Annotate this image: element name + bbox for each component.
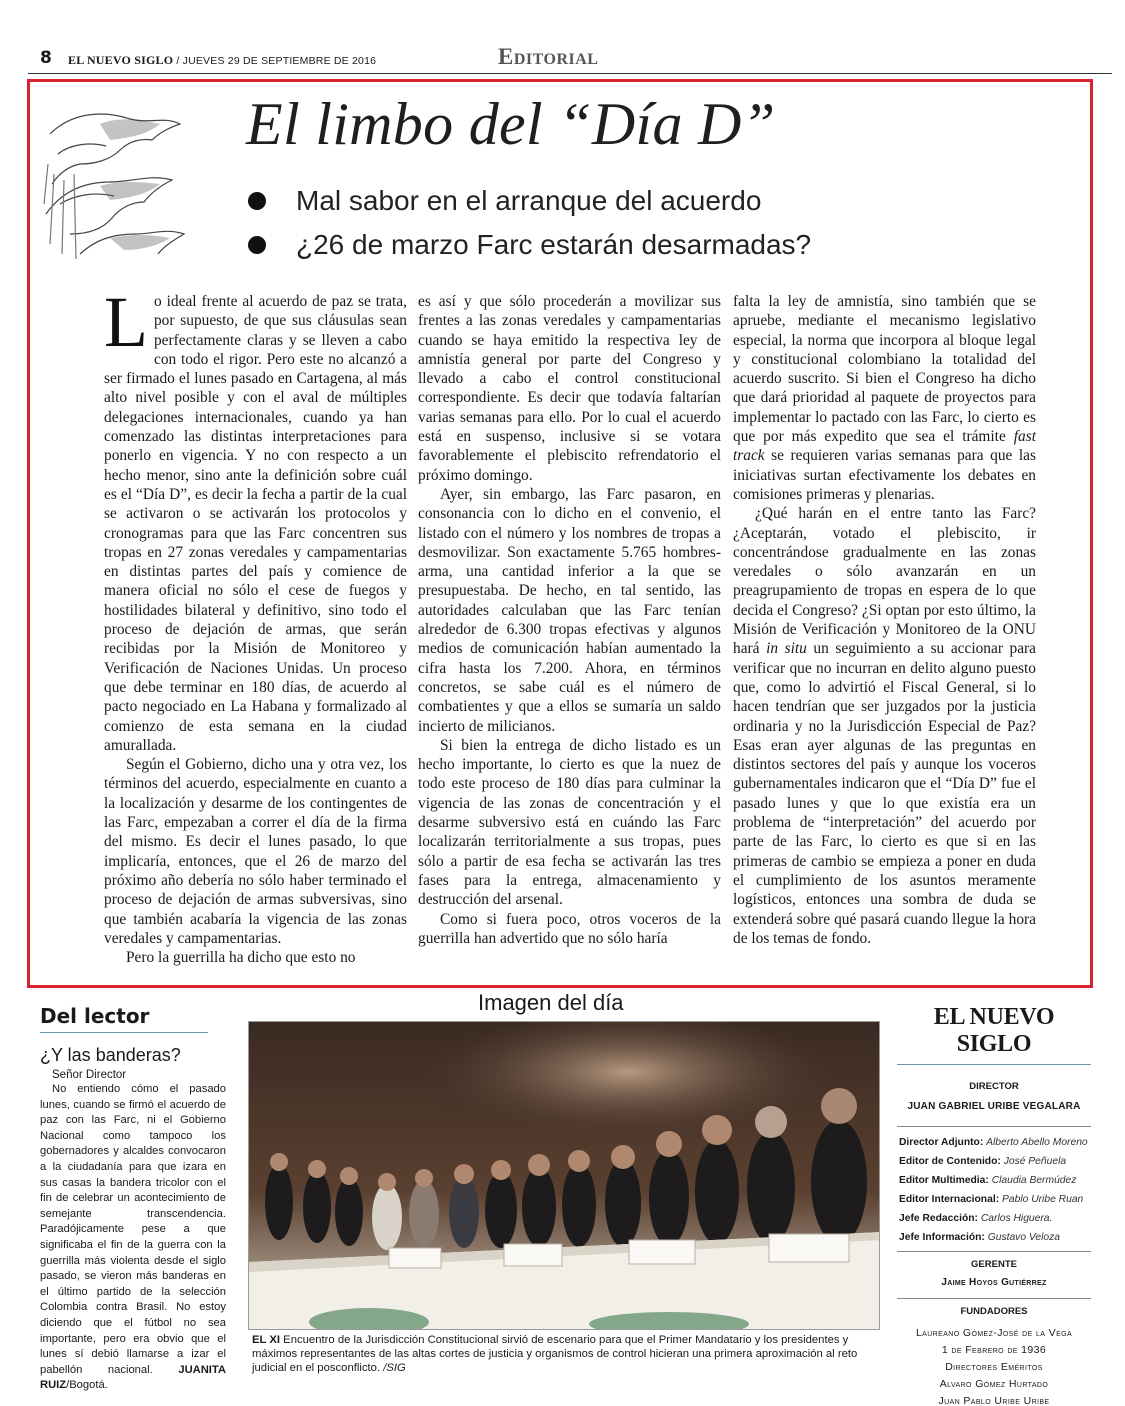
editorial-headline: El limbo del “Día D” [246,91,776,157]
issue-date: / JUEVES 29 DE SEPTIEMBRE DE 2016 [176,55,377,67]
staff-row: Editor Internacional: Pablo Uribe Ruan [899,1194,1084,1205]
letter-title: ¿Y las banderas? [40,1045,181,1065]
staff-row: Editor de Contenido: José Peñuela [899,1156,1067,1167]
bullet-text: Mal sabor en el arranque del acuerdo [296,185,762,216]
letters-section [40,1004,224,1394]
fundadores-block [897,1298,1091,1406]
paragraph: es así y que sólo procederán a movilizar sus frentes a las zonas veredales y campamentarias cuando se haya emitido la respectiva ley de amnistía general por parte del Congreso y llevado a cabo el control constitucional correspondiente. Es decir que todavía faltarían varias semanas para ello. Por lo cual el acuerdo está en suspenso, inclusive si se votara favorablemente el plebiscito refrendatorio el próximo domingo. [418,293,721,484]
paragraph: Pero la guerrilla ha dicho que esto no [126,949,356,967]
fundadores-label: FUNDADORES [960,1306,1028,1317]
page-header [28,44,1112,74]
editorial-column-1 [104,282,407,967]
caption-tag: EL XI [252,1334,281,1346]
image-caption: EL XI Encuentro de la Jurisdicción Constitucional sirvió de escenario para que el Primer Mandatario y los presidentes y máximos representantes de las altas cortes de justicia y organismos de control hicieran una primera aproximación al reto judicial en el posconflicto. /SIG [252,1334,858,1374]
drop-cap: L [104,282,148,362]
bullet-item [248,223,811,267]
staff-row: Jefe Información: Gustavo Veloza [899,1232,1061,1243]
letter-signature: JUANITA RUIZ [40,1363,226,1392]
bullet-item [248,179,811,223]
staff-roles [897,1126,1091,1247]
editorial-column-3 [733,292,1036,948]
event-photo [249,1022,880,1330]
letter-city: /Bogotá. [66,1379,108,1392]
emeritos-label: Directores Eméritos [945,1361,1043,1373]
bullet-text: ¿26 de marzo Farc estarán desarmadas? [296,229,812,260]
letters-title: Del lector [40,1004,208,1033]
paragraph: ¿Qué harán en el entre tanto las Farc? ¿Aceptarán, votado el plebiscito, ir concentrándose gradualmente en las zonas veredales o sólo avanzarán en un preagrupamiento de tropas en espera de lo que decida el Congreso? ¿Si optan por esto último, la Misión de Verificación y Monitoreo de la ONU hará in situ un seguimiento a su accionar para verificar que no incurran en delito alguno puesto que, como lo advirtió el Fiscal General, si lo hacen tendrían que ser juzgados por la justicia ordinaria y no la Jurisdicción Especial de Paz? Esas eran ayer algunas de las preguntas en distintos sectores del país y aunque los voceros gubernamentales indicaron que el “Día D” fue el pasado lunes y que lo que existía era un problema de “interpretación” del acuerdo por parte de las Farc, lo cierto es que si en las primeras de cambio se empieza a poner en duda el cumplimiento de los asuntos meramente logísticos, entonces una sombra de duda se extenderá sobre qué pasará cuando llegue la hora de los temas de fondo. [733,505,1036,947]
gerente-block [897,1251,1091,1288]
emerito-name: Juan Pablo Uribe Uribe [938,1395,1050,1406]
director-label: DIRECTOR [969,1081,1019,1092]
fundadores-names: Laureano Gómez-José de la Vega [915,1327,1073,1339]
photo-credit: /SIG [380,1362,406,1374]
image-of-day-photo [248,1021,880,1330]
paragraph: Ayer, sin embargo, las Farc pasaron, en consonancia con lo dicho en el convenio, el listado con el número y los nombres de tropas a desmovilizar. Son exactamente 5.765 hombres-arma, una cantidad inferior a la que se presupuestaba. De hecho, en tal sentido, las autoridades calculaban que las Farc tenían alrededor de 6.300 tropas efectivas y algunos medios de comunicación habían aumentado la cifra hasta los 7.200. Ahora, en términos concretos, se sabe cuál es el número de combatientes y que a ellos se sumaría un saldo incierto de milicianos. [418,485,721,735]
staff-row: Jefe Redacción: Carlos Higuera. [899,1213,1053,1224]
staff-box [897,1004,1091,1406]
letter-salutation: Señor Director [52,1069,127,1081]
horses-illustration [40,94,190,264]
bullet-dot-icon [248,236,266,254]
staff-row: Editor Multimedia: Claudia Bermúdez [899,1175,1077,1186]
paper-name: EL NUEVO SIGLO [68,53,174,67]
image-of-day-title: Imagen del día [478,990,624,1015]
paper-date-line [68,53,376,68]
gerente-name: Jaime Hoyos Gutiérrez [941,1277,1047,1288]
headline-bullets [248,179,811,267]
emerito-name: Alvaro Gómez Hurtado [939,1378,1049,1390]
section-title: Editorial [498,44,599,69]
paragraph: Si bien la entrega de dicho listado es un hecho importante, lo cierto es que la nuez de todo este proceso de 180 días para culminar la vigencia de las zonas de concentración y el desarme subversivo está en cuándo las Farc localizarán territorialmente a sus tropas, pues sólo a partir de esa fecha se activarán las tres fases para la entrega, almacenamiento y destrucción del arsenal. [418,736,721,909]
gerente-label: GERENTE [971,1259,1017,1270]
editorial-column-2 [418,292,721,948]
page-number: 8 [40,48,52,68]
paper-logo: EL NUEVO SIGLO [897,1004,1091,1065]
paragraph: falta la ley de amnistía, sino también que se apruebe, mediante el mecanismo legislativo especial, la norma que incorpora al bloque legal y constitucional colombiano la totalidad del acuerdo suscrito. Si bien el Congreso ha dicho que dará prioridad al paquete de proyectos para implementar lo pactado con las Farc, lo cierto es que por más expedito que sea el trámite fast track se requieren varias semanas para que las iniciativas surtan efectivamente los debates en comisiones primeras y plenarias. [733,293,1036,503]
director-name: JUAN GABRIEL URIBE VEGALARA [907,1101,1081,1112]
foundation-date: 1 de Febrero de 1936 [941,1344,1047,1356]
paragraph: Como si fuera poco, otros voceros de la guerrilla han advertido que no sólo haría [418,910,721,947]
paragraph: Lo ideal frente al acuerdo de paz se trata, por supuesto, de que sus cláusulas sean perfectamente claras y se lleven a cabo con todo el rigor. Pero este no alcanzó a ser firmado el lunes pasado en Cartagena, al más alto nivel posible y con el aval de múltiples delegaciones internacionales, cuando ya han comenzado las distintas interpretaciones para ponerlo en vigencia. Y no con respecto a un hecho menor, sino ante la definición sobre cuál es el “Día D”, es decir la fecha a partir de la cual se activaron o se activarán los protocolos y cronogramas para que las Farc concentren sus tropas en 27 zonas veredales y campamentarias en distintas partes del país y comience de manera oficial no sólo el cese de fuegos y hostilidades bilateral y definitivo, sino todo el proceso de dejación de armas, que serán recibidas por la Misión de Monitoreo y Verificación de Naciones Unidas. Un proceso que debe terminar en 180 días, de acuerdo al pacto negociado en La Habana y formalizado al comienzo de esta semana en la ciudad amurallada. [104,282,407,754]
letter-body: No entiendo cómo el pasado lunes, cuando se firmó el acuerdo de paz con las Farc, ni el Gobierno Nacional como tampoco los gobernadores y alcaldes convocaron a la ciudadanía para que izara en sus casas la bandera tricolor con el fin de celebrar un acontecimiento de semejante transcendencia. Paradójicamente pese a que significaba el fin de la guerra con la guerrilla más violenta desde el siglo pasado, se vieron más banderas en el último partido de la selección Colombia contra Brasil. No estoy diciendo que el fútbol no sea importante, pero era obvio que el lunes sí debió llamarse a izar el pabellón nacional. JUANITA RUIZ/Bogotá. [40,1083,226,1392]
paragraph: Según el Gobierno, dicho una y otra vez, los términos del acuerdo, especialmente en cuanto a la localización y desarme de los contingentes de las Farc, empezaban a correr el día de la firma del mismo. Es decir el lunes pasado, lo que implicaría, entonces, que el 26 de marzo del próximo año debería no sólo haber terminado el proceso de dejación de armas subversivas, sino que también acabaría la vigencia de las zonas veredales y campamentarias. [104,756,407,947]
staff-row: Director Adjunto: Alberto Abello Moreno [899,1137,1088,1148]
editorial-box [27,79,1093,988]
bullet-dot-icon [248,192,266,210]
